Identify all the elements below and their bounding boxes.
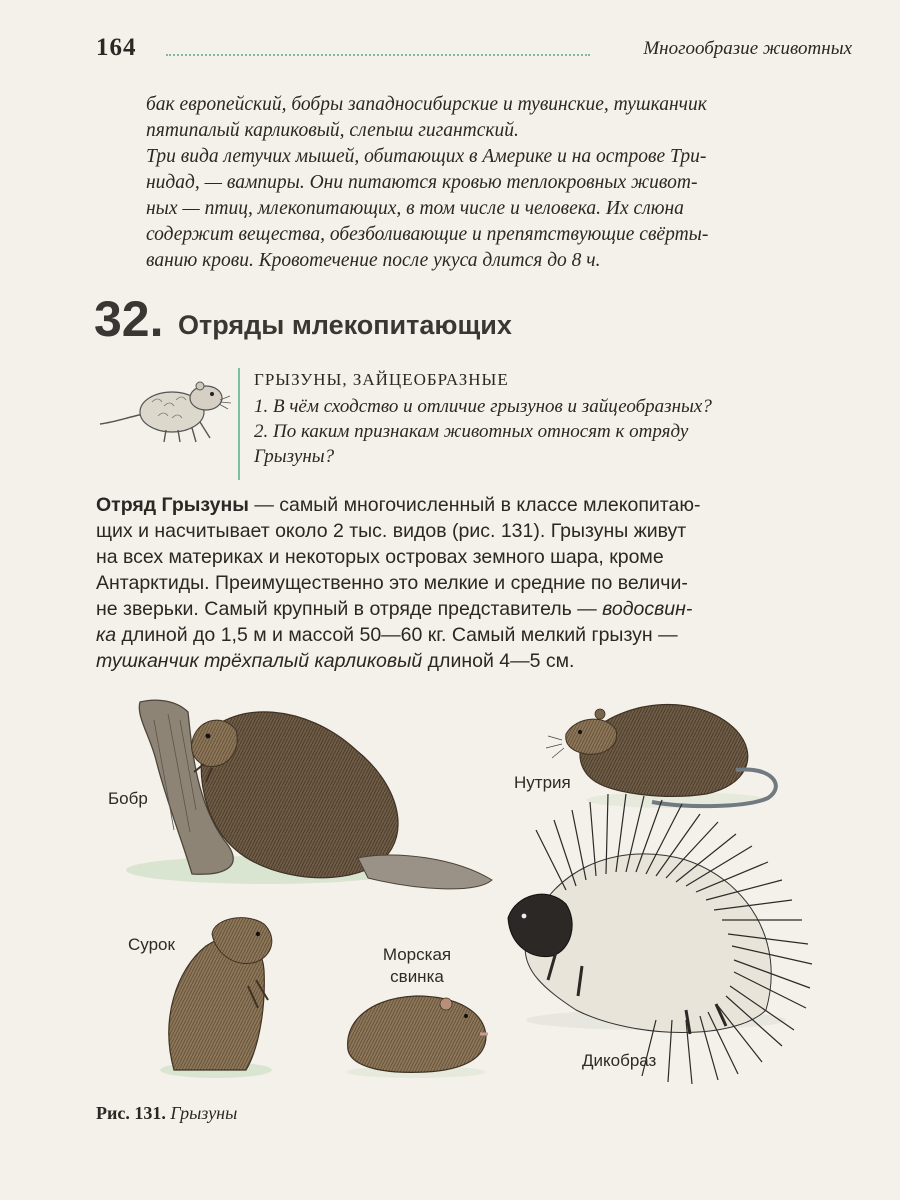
- question-line: 1. В чём сходство и отличие грызунов и зайцеобразных?: [254, 396, 712, 417]
- section-title: Отряды млекопитающих: [178, 310, 512, 340]
- body-line: [96, 622, 854, 648]
- body-text-span: длиной до 1,5 м и массой 50—60 кг. Самый мелкий грызун —: [116, 624, 678, 646]
- running-header: [96, 34, 852, 64]
- body-line: [96, 648, 854, 674]
- label-guinea-pig-line: свинка: [390, 967, 444, 986]
- body-italic-term: водосвин-: [602, 598, 693, 620]
- body-line: [96, 596, 854, 622]
- marmot-illustration: [160, 918, 272, 1078]
- intro-line: ных — птиц, млекопитающих, в том числе и человека. Их слюна: [146, 198, 684, 219]
- label-beaver: Бобр: [108, 789, 148, 808]
- body-italic-term: тушканчик трёхпалый карликовый: [96, 650, 423, 672]
- beaver-illustration: [126, 700, 492, 889]
- header-dotted-rule: [166, 54, 590, 56]
- question-line: 2. По каким признакам животных относят к отряду: [254, 421, 689, 442]
- label-guinea-pig: [374, 944, 460, 988]
- questions-box: [238, 368, 868, 480]
- questions-list: [254, 394, 868, 469]
- running-title: Многообразие животных: [643, 38, 852, 59]
- body-text-span: — самый многочисленный в классе млекопитаю-: [248, 494, 701, 516]
- intro-line: ванию крови. Кровотечение после укуса длится до 8 ч.: [146, 250, 601, 271]
- body-lead-term: Отряд Грызуны: [96, 494, 249, 516]
- intro-line: пятипалый карликовый, слепыш гигантский.: [146, 120, 519, 141]
- porcupine-illustration: [508, 794, 812, 1084]
- body-line: Антарктиды. Преимущественно это мелкие и средние по величи-: [96, 572, 688, 594]
- questions-heading: ГРЫЗУНЫ, ЗАЙЦЕОБРАЗНЫЕ: [254, 370, 509, 389]
- body-line: [96, 492, 854, 518]
- caption-number: Рис. 131.: [96, 1103, 166, 1123]
- body-italic-term: ка: [96, 624, 117, 646]
- guinea-pig-illustration: [346, 996, 488, 1078]
- label-porcupine: Дикобраз: [582, 1051, 657, 1070]
- label-nutria: Нутрия: [514, 773, 571, 792]
- question-line: Грызуны?: [254, 446, 335, 467]
- section-number: 32.: [94, 291, 164, 347]
- body-line: щих и насчитывает около 2 тыс. видов (рис. 131). Грызуны живут: [96, 520, 687, 542]
- intro-line: Три вида летучих мышей, обитающих в Америке и на острове Три-: [146, 146, 707, 167]
- intro-line: нидад, — вампиры. Они питаются кровью теплокровных живот-: [146, 172, 698, 193]
- figure-caption: [96, 1103, 237, 1124]
- caption-text: Грызуны: [170, 1103, 238, 1123]
- body-line: на всех материках и некоторых островах земного шара, кроме: [96, 546, 664, 568]
- page-number: 164: [96, 34, 137, 61]
- nutria-illustration: [546, 705, 776, 808]
- body-paragraph: [96, 492, 854, 674]
- intro-line: содержит вещества, обезболивающие и препятствующие свёрты-: [146, 224, 709, 245]
- label-marmot: Сурок: [128, 935, 175, 954]
- figure-illustrations: [96, 690, 856, 1100]
- body-text-span: не зверьки. Самый крупный в отряде представитель —: [96, 598, 603, 620]
- intro-paragraph: [146, 92, 854, 274]
- intro-line: бак европейский, бобры западносибирские и тувинские, тушканчик: [146, 94, 707, 115]
- figure-rodents: [96, 690, 856, 1100]
- label-guinea-pig-line: Морская: [382, 945, 452, 964]
- body-text-span: длиной 4—5 см.: [422, 650, 575, 672]
- vole-illustration: [96, 372, 232, 448]
